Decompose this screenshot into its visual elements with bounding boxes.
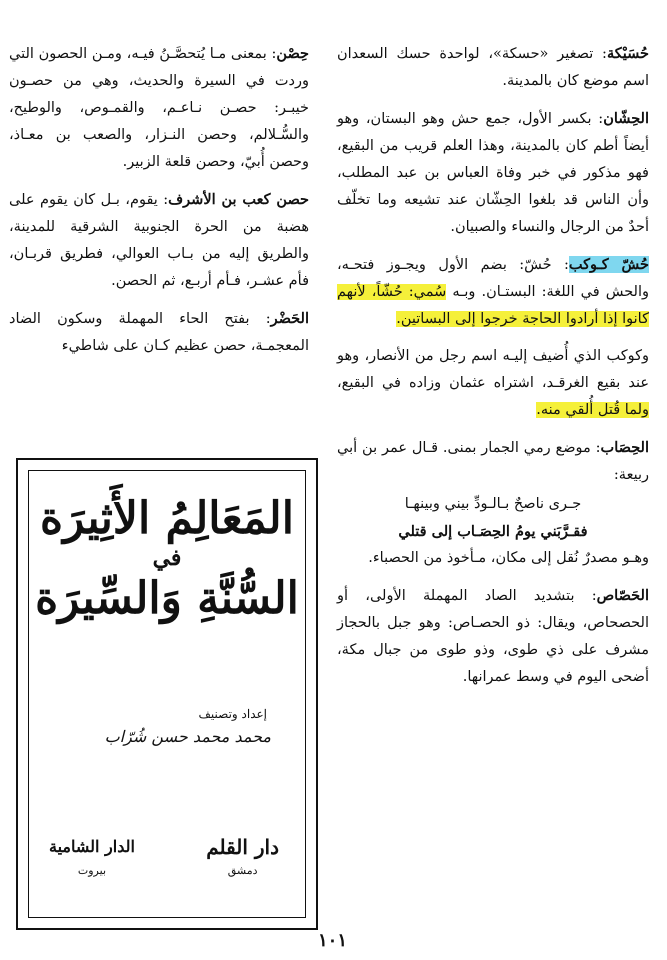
left-column	[9, 40, 309, 370]
entry-husayka	[337, 40, 649, 95]
publisher-city: دمشق	[227, 864, 258, 877]
entry-hisn-kaab	[9, 186, 309, 295]
entry-text: : بتشديد الصاد المهملة الأولى، أو الحصحاص، ويقال: ذو الحصـاص: وهو جبل بالحجاز مشرف على ذي طوى، وذو طوى من جبال مكة، أضحى اليوم في وسط عمرانها.	[337, 588, 649, 685]
entry-heading: حُسَيْكة	[606, 45, 649, 62]
entry-text: : موضع رمي الجمار بمنى. قـال عمر بن أبي ربيعة:	[337, 440, 649, 483]
poem-verse-line-2: فقـرَّبَني يومُ الحِصَـاب إلى قتلي	[398, 523, 588, 540]
entry-hush-kawkab	[337, 251, 649, 333]
book-cover-frame	[28, 470, 306, 918]
cover-publisher-left	[49, 835, 135, 883]
publisher-name: دار القلم	[206, 835, 279, 859]
entry-heading: الحِصَاب	[600, 439, 649, 456]
entry-text: : حُشّ: بضم الأول ويجـوز فتحـه، والحش في اللغة: البستـان. وبـه	[337, 257, 650, 300]
cover-prepared-by: إعداد وتصنيف	[198, 707, 267, 721]
cover-title-line-2: في	[152, 545, 182, 571]
entry-al-hisab	[337, 434, 649, 489]
entry-al-hadr	[9, 305, 309, 360]
cover-title-line-1: المَعَالِمُ الأَثِيرَة	[40, 493, 294, 544]
entry-text: : بفتح الحاء المهملة وسكون الضاد المعجمـة، حصن عظيم كـان على شاطيء	[9, 311, 309, 354]
entry-heading: الحِشّان	[603, 110, 649, 127]
entry-text: : تصغير «حسكة»، لواحدة حسك السعدان اسم موضع كان بالمدينة.	[337, 46, 649, 89]
verse-explanation: وهـو مصدرٌ نُقل إلى مكان، مـأخوذ من الحصباء.	[368, 550, 649, 566]
publisher-name: الدار الشامية	[49, 837, 135, 856]
right-column	[337, 40, 649, 701]
entry-text: : بمعنى مـا يُتحصَّـنُ فيـه، ومـن الحصون التي وردت في السيرة والحديث، وهي من حصـون خيبـر: حصـن نـاعـم، والقمـوص، والوطيح، والسُّـلالم، وحصن النـزار، والصعب بن معـاذ، وحصن أُبيّ، وحصن قلعة الزبير.	[9, 46, 309, 170]
page-number: ١٠١	[318, 930, 348, 951]
publisher-city: بيروت	[77, 864, 107, 877]
entry-al-hassas	[337, 582, 649, 691]
highlighted-text: سُمي: حُشّاً، لأنهم كانوا إذا أرادوا الحاجة خرجوا إلى البساتين.	[337, 284, 649, 327]
entry-text: : بكسر الأول، جمع حش وهو البستان، وهو أيضاً أطم كان بالمدينة، وهذا العلم قريب من البقيع، فهو مذكور في خبر وفاة العباس بن عبد المطلب، وأن الناس قد بلغوا الحِشّان عند تشيعه وما تخلّف أحدٌ من الرجال والنساء والصبيان.	[337, 111, 649, 235]
cover-title-line-3: السُّنَّةِ وَالسِّيرَة	[35, 573, 299, 624]
highlighted-text: ولما قُتل أُلقي منه.	[536, 402, 649, 418]
entry-heading: الحَصّاص	[596, 587, 649, 604]
entry-text: وكوكب الذي أُضيف إليـه اسم رجل من الأنصار، وهو عند بقيع الغرقـد، اشتراه عثمان وزاده في البقيع،	[337, 348, 649, 391]
entry-al-hishshan	[337, 105, 649, 241]
poem-verse-line-1: جـرى ناصحٌ بـالـودِّ بيني وبينهـا	[404, 496, 582, 512]
entry-heading: حُشّ كـوكب	[568, 256, 649, 273]
entry-heading: حصن كعب بن الأشرف	[168, 191, 309, 208]
entry-heading: حِصْن	[276, 45, 309, 62]
entry-hisn	[9, 40, 309, 176]
entry-text: : يقوم، بـل كان يقوم على هضبة من الحرة الجنوبية الشرقية للمدينة، والطريق إليه من بـاب العوالي، فطريق قربـان، فأم عشـر، فـأم أربـع، ثم الحصن.	[9, 192, 309, 289]
cover-publisher-right	[206, 835, 279, 883]
entry-heading: الحَضْر	[270, 310, 309, 327]
entry-kawkab	[337, 343, 649, 424]
book-cover-image	[16, 458, 318, 930]
cover-author: محمد محمد حسن شُرّاب	[104, 727, 271, 746]
